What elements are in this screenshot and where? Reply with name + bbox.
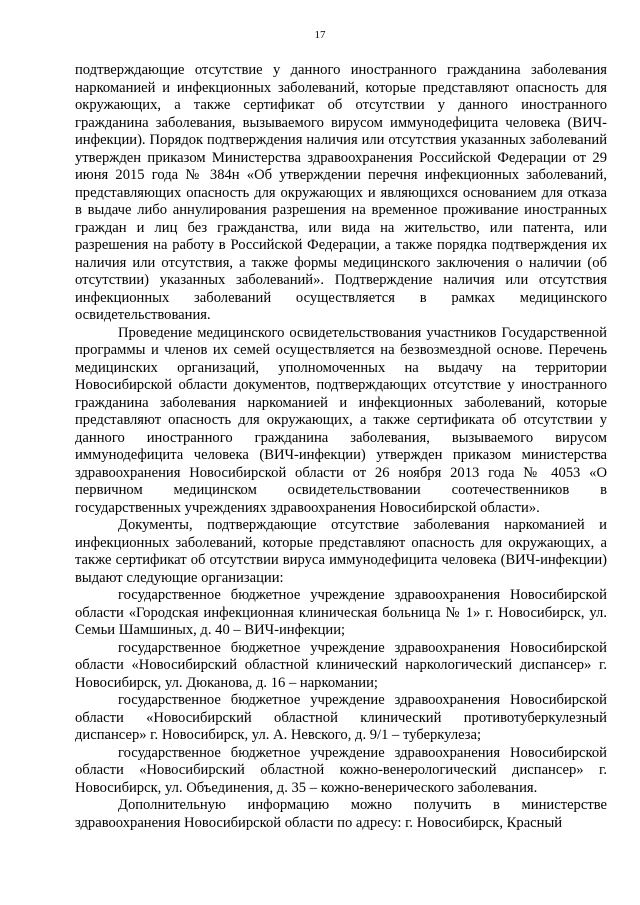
paragraph-documents-issuers: Документы, подтверждающие отсутствие заболевания наркоманией и инфекционных заболеваний, которые представляют опасность для окружающих, а также сертификат об отсутствии вируса иммунодефицита человека (ВИЧ-инфекции) выдают следующие организации:	[75, 517, 607, 586]
list-item-tuberculosis-dispensary: государственное бюджетное учреждение здравоохранения Новосибирской области «Новосибирский областной клинический противотуберкулезный диспансер» г. Новосибирск, ул. А. Невского, д. 9/1 – туберкулеза;	[75, 692, 607, 743]
paragraph-additional-info: Дополнительную информацию можно получить в министерстве здравоохранения Новосибирской области по адресу: г. Новосибирск, Красный	[75, 797, 607, 831]
page-number: 17	[314, 29, 326, 41]
list-item-narcology-dispensary: государственное бюджетное учреждение здравоохранения Новосибирской области «Новосибирский областной клинический наркологический диспансер» г. Новосибирск, ул. Дюканова, д. 16 – наркомании;	[75, 639, 607, 691]
list-item-hiv-hospital: государственное бюджетное учреждение здравоохранения Новосибирской области «Городская инфекционная клиническая больница № 1» г. Новосибирск, ул. Семьи Шамшиных, д. 40 – ВИЧ-инфекции;	[75, 587, 607, 638]
paragraph-continuation: подтверждающие отсутствие у данного иностранного гражданина заболевания наркоманией и инфекционных заболеваний, которые представляют опасность для окружающих, а также сертификат об отсутствии у данного иностранного гражданина заболевания, вызываемого вирусом иммунодефицита человека (ВИЧ-инфекции). Порядок подтверждения наличия или отсутствия указанных заболеваний утвержден приказом Министерства здравоохранения Российской Федерации от 29 июня 2015 года № 384н «Об утверждении перечня инфекционных заболеваний, представляющих опасность для окружающих и являющихся основанием для отказа в выдаче либо аннулирования разрешения на временное проживание иностранных граждан и лиц без гражданства, или вида на жительство, или патента, или разрешения на работу в Российской Федерации, а также порядка подтверждения их наличия или отсутствия, а также формы медицинского заключения о наличии (об отсутствии) указанных заболеваний». Подтверждение наличия или отсутствия инфекционных заболеваний осуществляется в рамках медицинского освидетельствования.	[75, 62, 607, 323]
list-item-dermatovenerology-dispensary: государственное бюджетное учреждение здравоохранения Новосибирской области «Новосибирский областной кожно-венерологический диспансер» г. Новосибирск, ул. Объединения, д. 35 – кожно-венерического заболевания.	[75, 744, 607, 796]
paragraph-medical-examination: Проведение медицинского освидетельствования участников Государственной программы и членов их семей осуществляется на безвозмездной основе. Перечень медицинских организаций, уполномоченных на выдачу на территории Новосибирской области документов, подтверждающих отсутствие у иностранного гражданина заболевания наркоманией и инфекционных заболеваний, которые представляют опасность для окружающих, а также сертификата об отсутствии у данного иностранного гражданина заболевания, вызываемого вирусом иммунодефицита человека (ВИЧ-инфекции) утвержден приказом министерства здравоохранения Новосибирской области от 26 ноября 2013 года № 4053 «О первичном медицинском освидетельствовании соотечественников в государственных учреждениях здравоохранения Новосибирской области».	[75, 324, 607, 516]
document-body	[75, 62, 607, 832]
